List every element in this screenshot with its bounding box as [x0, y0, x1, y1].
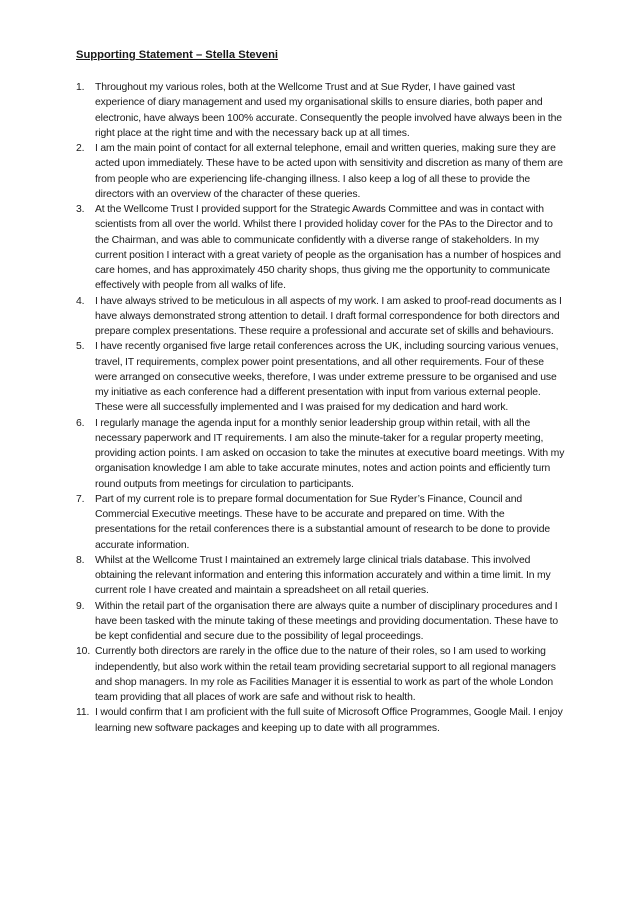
statement-text: Within the retail part of the organisation there are always quite a number of disciplinary procedures and I have been tasked with the minute taking of these meetings and providing documentation. These have to be kept confidential and secure due to the possibility of legal proceedings. — [95, 600, 559, 642]
statement-list — [76, 80, 566, 736]
statement-text: Throughout my various roles, both at the Wellcome Trust and at Sue Ryder, I have gained vast experience of diary management and used my organisational skills to ensure diaries, both paper and electronic, have always been 100% accurate. Consequently the people involved have always been in the right place at the right time and with the necessary back up at all times. — [95, 82, 562, 139]
statement-item — [76, 141, 566, 202]
statement-text: I have always strived to be meticulous in all aspects of my work. I am asked to proof-read documents as I have always demonstrated strong attention to detail. I draft formal correspondence for both directors and prepare complex presentations. These require a professional and accurate set of skills and behaviours. — [95, 295, 562, 337]
statement-text: Whilst at the Wellcome Trust I maintained an extremely large clinical trials database. This involved obtaining the relevant information and entering this information accurately and within a time limit. In my current role I have created and maintain a spreadsheet on all retail queries. — [95, 554, 551, 597]
statement-text: Part of my current role is to prepare formal documentation for Sue Ryder’s Finance, Council and Commercial Executive meetings. These have to be accurate and prepared on time. With the presentations for the retail conferences there is a substantial amount of research to be done to provide accurate information. — [95, 493, 551, 551]
statement-item — [76, 599, 566, 645]
statement-item — [76, 492, 566, 553]
statement-number: 9. — [76, 600, 85, 612]
statement-number: 8. — [76, 554, 85, 566]
statement-number: 3. — [76, 204, 85, 215]
statement-number: 7. — [76, 493, 85, 505]
statement-item — [76, 416, 566, 492]
statement-text: I am the main point of contact for all external telephone, email and written queries, making sure they are acted upon immediately. These have to be acted upon with sensitivity and discretion as many of them are from people who are experiencing life-changing illness. I also keep a log of all these to provide the directors with an overview of the character of these queries. — [95, 143, 563, 200]
statement-item — [76, 644, 566, 705]
statement-item — [76, 202, 566, 294]
statement-text: I regularly manage the agenda input for a monthly senior leadership group within retail, with all the necessary paperwork and IT requirements. I am also the minute-taker for a regular property meeting, providing action points. I am asked on occasion to take the minutes at executive board meetings. With my organisation knowledge I am able to take accurate minutes, notes and action points and efficiently turn round outputs from meetings for circulation to participants. — [95, 417, 565, 490]
statement-item — [76, 294, 566, 340]
statement-text: I would confirm that I am proficient with the full suite of Microsoft Office Programmes, Google Mail. I enjoy learning new software packages and keeping up to date with all programmes. — [95, 707, 563, 734]
statement-text: I have recently organised five large retail conferences across the UK, including sourcing various venues, travel, IT requirements, complex power point presentations, and all other requirements. Four of these were arranged on consecutive weeks, therefore, I was under extreme pressure to be organised and use my initiative as each conference had a different presentation with input from various external people. These were all successfully implemented and I was praised for my dedication and hard work. — [95, 341, 559, 414]
statement-number: 10. — [76, 646, 91, 658]
statement-item — [76, 553, 566, 599]
document-title: Supporting Statement – Stella Steveni — [76, 49, 279, 61]
statement-item — [76, 339, 566, 415]
statement-number: 4. — [76, 295, 85, 307]
statement-number: 1. — [76, 82, 85, 93]
statement-item — [76, 80, 566, 141]
statement-number: 2. — [76, 143, 85, 154]
statement-text: At the Wellcome Trust I provided support for the Strategic Awards Committee and was in contact with scientists from all over the world. Whilst there I provided holiday cover for the PAs to the Director and to the Chairman, and was able to communicate confidently with a diverse range of stakeholders. In my current position I interact with a great variety of people as the organisation has a number of hospices and care homes, and has approximately 450 charity shops, thus giving me the opportunity to communicate effectively with people from all walks of life. — [95, 204, 561, 292]
statement-item — [76, 705, 566, 736]
statement-number: 5. — [76, 341, 85, 353]
statement-number: 11. — [76, 707, 90, 719]
statement-number: 6. — [76, 417, 85, 429]
statement-text: Currently both directors are rarely in the office due to the nature of their roles, so I am used to working independently, but also work within the retail team providing secretarial support to all regional managers and shop managers. In my role as Facilities Manager it is essential to work as part of the whole London team providing that all places of work are safe and without risk to health. — [95, 646, 556, 703]
